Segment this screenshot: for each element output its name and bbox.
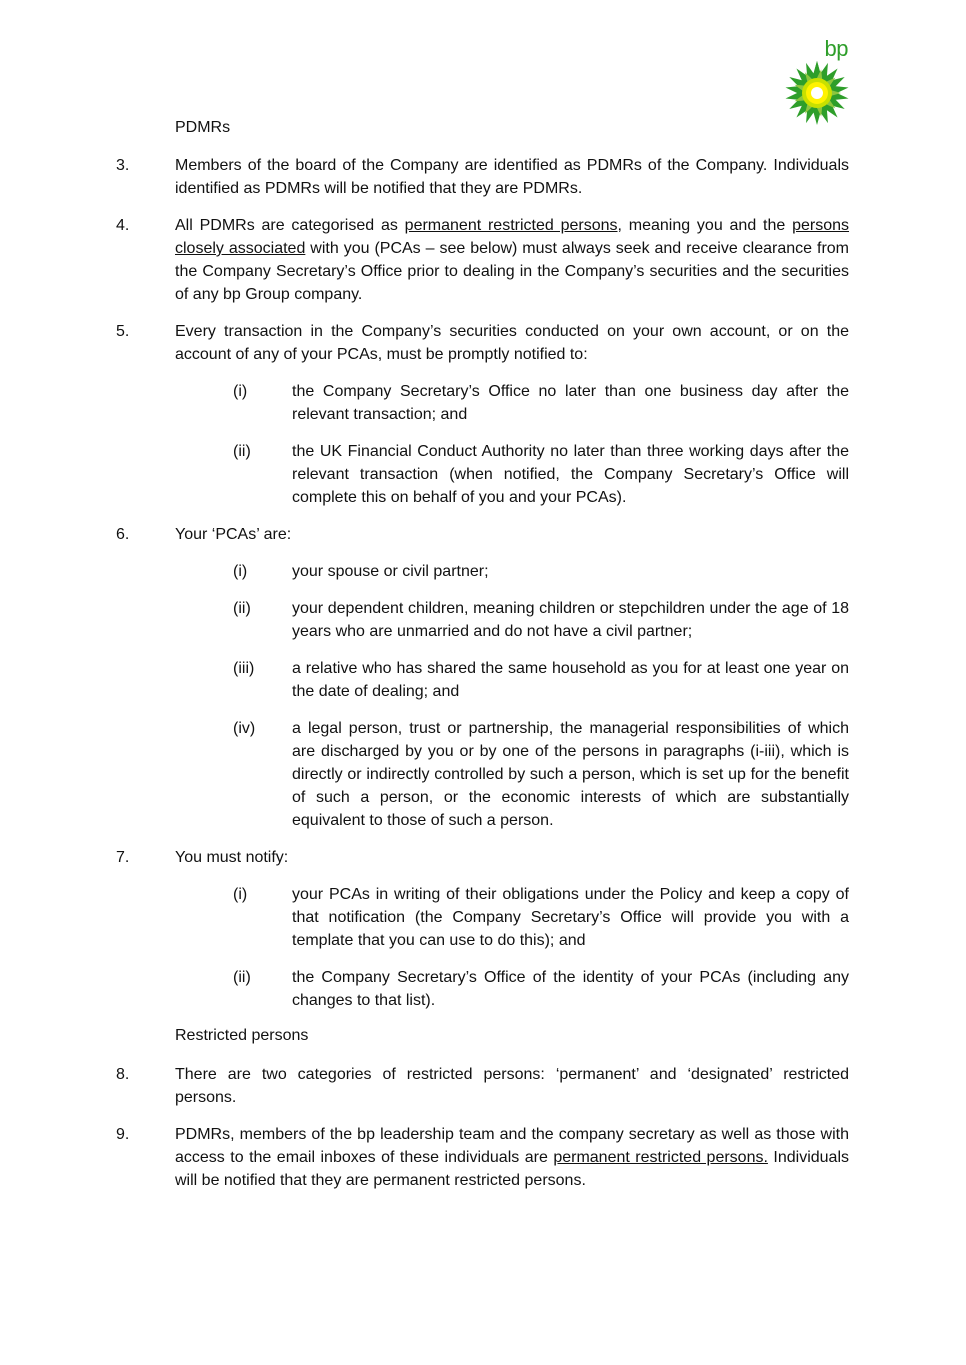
subparagraph-6-ii (233, 597, 849, 643)
subparagraph-5-ii (233, 440, 849, 509)
paragraph-number: 8. (116, 1066, 130, 1083)
paragraph-number: 5. (116, 323, 130, 340)
paragraph-number: 9. (116, 1126, 130, 1143)
subparagraph-text: the Company Secretary’s Office no later than one business day after the relevant transaction; and (292, 383, 849, 423)
helios-icon (784, 60, 850, 126)
subparagraph-6-i (233, 560, 849, 583)
subparagraph-text: the Company Secretary’s Office of the identity of your PCAs (including any changes to that list). (292, 969, 849, 1009)
subparagraph-7-i (233, 883, 849, 952)
subparagraph-text: a legal person, trust or partnership, the managerial responsibilities of which are discharged by you or by one of the persons in paragraphs (i-iii), which is directly or indirectly controlled by such a person, which is set up for the benefit of such a person, or the economic interests of which are substantially equivalent to those of such a person. (292, 720, 849, 829)
subparagraph-6-iii (233, 657, 849, 703)
paragraph-text: Your ‘PCAs’ are: (175, 526, 292, 543)
bp-wordmark: bp (824, 36, 848, 61)
subparagraph-7-ii (233, 966, 849, 1012)
defined-term: persons closely associated (175, 217, 850, 257)
subparagraph-number: (i) (233, 563, 248, 580)
paragraph-text: All PDMRs are categorised as permanent restricted persons, meaning you and the persons closely associated with you (PCAs – see below) must always seek and receive clearance from the Company Secretary’s Office prior to dealing in the Company’s securities and the securities of any bp Group company. (175, 217, 850, 303)
subparagraph-6-iv (233, 717, 849, 832)
paragraph-number: 3. (116, 157, 130, 174)
subparagraph-text: the UK Financial Conduct Authority no later than three working days after the relevant transaction (when notified, the Company Secretary’s Office will complete this on behalf of you and your PCAs). (292, 443, 849, 506)
paragraph-3 (116, 154, 849, 200)
subparagraph-number: (iv) (233, 720, 256, 737)
defined-term: permanent restricted persons (404, 217, 618, 234)
subparagraph-number: (i) (233, 886, 248, 903)
subparagraph-5-i (233, 380, 849, 426)
paragraph-text: You must notify: (175, 849, 289, 866)
paragraph-number: 6. (116, 526, 130, 543)
paragraph-text: Every transaction in the Company’s securities conducted on your own account, or on the account of any of your PCAs, must be promptly notified to: (175, 323, 849, 363)
subparagraph-number: (ii) (233, 600, 251, 617)
subparagraph-number: (iii) (233, 660, 255, 677)
subparagraph-text: your dependent children, meaning children or stepchildren under the age of 18 years who are unmarried and do not have a civil partner; (292, 600, 849, 640)
bp-logo (782, 38, 854, 128)
paragraph-text: Members of the board of the Company are identified as PDMRs of the Company. Individuals identified as PDMRs will be notified that they are PDMRs. (175, 157, 849, 197)
subparagraph-text: your spouse or civil partner; (292, 563, 489, 580)
subparagraph-number: (ii) (233, 443, 251, 460)
subparagraph-number: (i) (233, 383, 248, 400)
paragraph-text: There are two categories of restricted persons: ‘permanent’ and ‘designated’ restricted persons. (175, 1066, 849, 1106)
subparagraph-number: (ii) (233, 969, 251, 986)
subparagraph-text: a relative who has shared the same household as you for at least one year on the date of dealing; and (292, 660, 849, 700)
paragraph-number: 7. (116, 849, 130, 866)
paragraph-8 (116, 1063, 849, 1109)
section-heading-pdmrs: PDMRs (175, 119, 231, 136)
paragraph-9 (116, 1123, 849, 1192)
section-heading-restricted-persons: Restricted persons (175, 1027, 309, 1044)
defined-term: permanent restricted persons. (553, 1149, 768, 1166)
paragraph-4 (116, 214, 849, 306)
paragraph-5 (116, 320, 849, 366)
subparagraph-text: your PCAs in writing of their obligations under the Policy and keep a copy of that notification (the Company Secretary’s Office will provide you with a template that you can use to do this); and (292, 886, 849, 949)
paragraph-7 (116, 846, 849, 869)
paragraph-text: PDMRs, members of the bp leadership team and the company secretary as well as those with access to the email inboxes of these individuals are permanent restricted persons. Individuals will be notified that they are permanent restricted persons. (175, 1126, 850, 1189)
paragraph-6 (116, 523, 849, 546)
paragraph-number: 4. (116, 217, 130, 234)
